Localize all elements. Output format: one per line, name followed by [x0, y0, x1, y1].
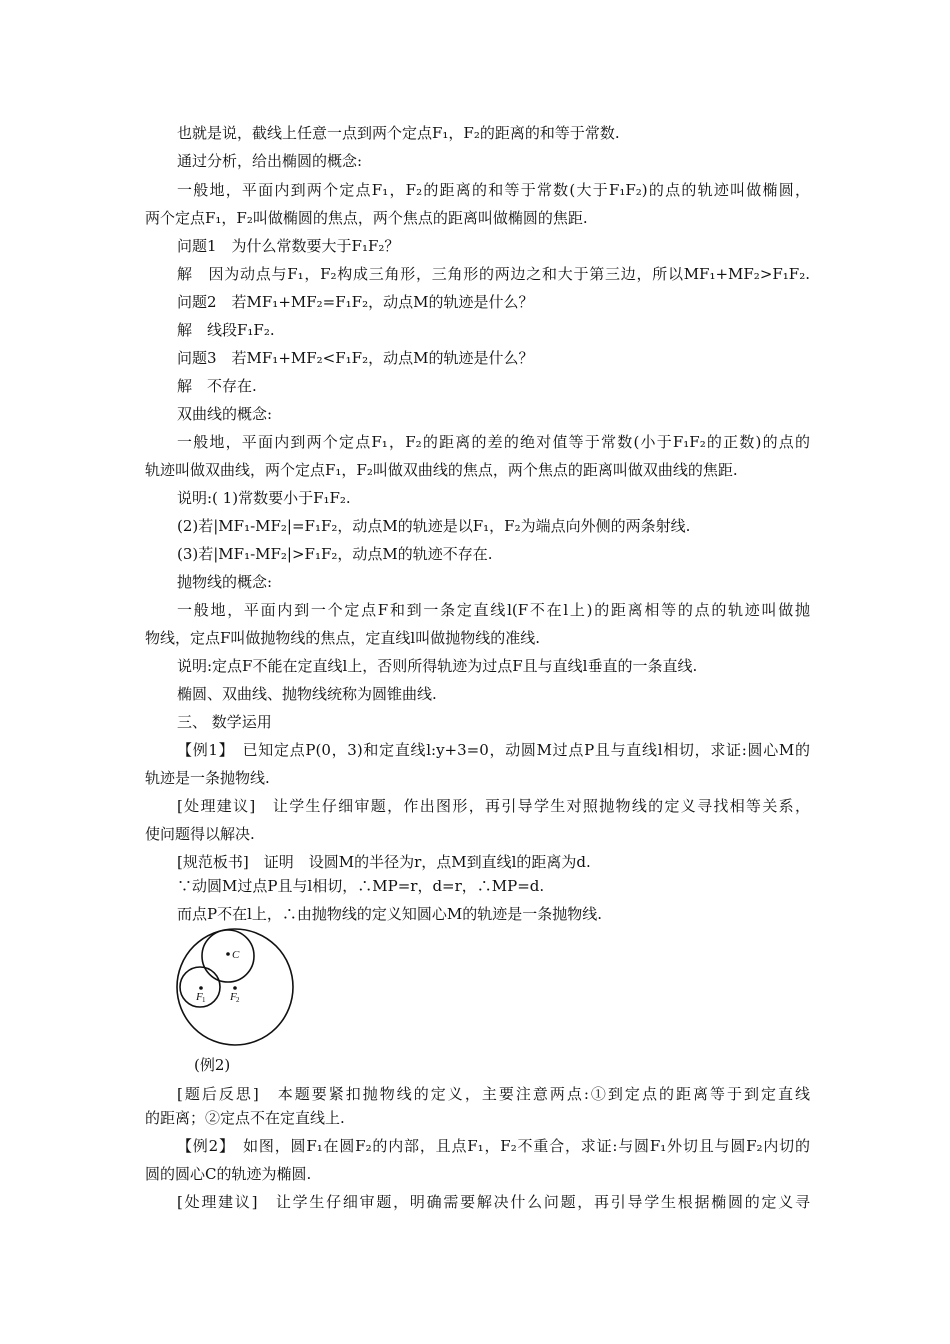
text-line-16: (3)若|MF₁-MF₂|>F₁F₂，动点M的轨迹不存在. — [177, 545, 493, 563]
text-line-14: 说明:( 1)常数要小于F₁F₂. — [177, 489, 351, 507]
text-line-17: 抛物线的概念: — [177, 573, 273, 591]
text-line-33: 圆的圆心C的轨迹为椭圆. — [145, 1165, 312, 1183]
label-c: C — [232, 949, 240, 961]
label-f2: F — [230, 991, 237, 1003]
text-line-15: (2)若|MF₁-MF₂|=F₁F₂，动点M的轨迹是以F₁，F₂为端点向外侧的两条射线. — [177, 517, 691, 535]
text-line-13: 轨迹叫做双曲线，两个定点F₁，F₂叫做双曲线的焦点，两个焦点的距离叫做双曲线的焦距. — [145, 461, 738, 479]
text-line-18: 一般地，平面内到一个定点F和到一条定直线l(F不在l上)的距离相等的点的轨迹叫做抛 — [177, 601, 810, 619]
text-line-28: ∵动圆M过点P且与l相切，∴MP=r，d=r，∴MP=d. — [177, 877, 545, 895]
text-line-1: 也就是说，截线上任意一点到两个定点F₁，F₂的距离的和等于常数. — [177, 124, 620, 142]
point-c — [226, 952, 230, 956]
label-f1-sub: 1 — [202, 996, 206, 1004]
text-line-19: 物线，定点F叫做抛物线的焦点，定直线l叫做抛物线的准线. — [145, 629, 540, 647]
text-line-21: 椭圆、双曲线、抛物线统称为圆锥曲线. — [177, 685, 437, 703]
text-line-7: 问题2 若MF₁+MF₂=F₁F₂，动点M的轨迹是什么？ — [177, 293, 534, 311]
text-line-10: 解 不存在. — [177, 377, 257, 395]
text-line-20: 说明:定点F不能在定直线l上，否则所得轨迹为过点F且与直线l垂直的一条直线. — [177, 657, 698, 675]
text-line-27: [规范板书] 证明 设圆M的半径为r，点M到直线l的距离为d. — [177, 853, 591, 871]
text-line-8: 解 线段F₁F₂. — [177, 321, 275, 339]
text-line-23: 【例1】 已知定点P(0，3)和定直线l:y+3=0，动圆M过点P且与直线l相切，求证:圆心M的 — [177, 741, 810, 759]
text-line-9: 问题3 若MF₁+MF₂<F₁F₂，动点M的轨迹是什么？ — [177, 349, 534, 367]
section-heading: 三、 数学运用 — [177, 713, 272, 731]
label-f2-sub: 2 — [236, 996, 240, 1004]
text-line-34: [处理建议] 让学生仔细审题，明确需要解决什么问题，再引导学生根据椭圆的定义寻 — [177, 1193, 810, 1211]
text-line-3: 一般地，平面内到两个定点F₁，F₂的距离的和等于常数(大于F₁F₂)的点的轨迹叫做椭圆， — [177, 181, 810, 199]
point-f1 — [199, 986, 203, 990]
circles-figure — [174, 926, 296, 1048]
text-line-31: 的距离；②定点不在定直线上. — [145, 1109, 345, 1127]
text-line-2: 通过分析，给出椭圆的概念: — [177, 152, 363, 170]
figure-caption: (例2) — [194, 1056, 231, 1074]
text-line-26: 使问题得以解决. — [145, 825, 255, 843]
text-line-4: 两个定点F₁，F₂叫做椭圆的焦点，两个焦点的距离叫做椭圆的焦距. — [145, 209, 588, 227]
text-line-32: 【例2】 如图，圆F₁在圆F₂的内部，且点F₁，F₂不重合，求证:与圆F₁外切且与圆F₂内切的 — [177, 1137, 810, 1155]
label-f1: F — [196, 991, 203, 1003]
text-line-29: 而点P不在l上，∴由抛物线的定义知圆心M的轨迹是一条抛物线. — [177, 905, 603, 923]
text-line-24: 轨迹是一条抛物线. — [145, 769, 270, 787]
text-line-30: [题后反思] 本题要紧扣抛物线的定义，主要注意两点:①到定点的距离等于到定直线 — [177, 1085, 810, 1103]
text-line-12: 一般地，平面内到两个定点F₁，F₂的距离的差的绝对值等于常数(小于F₁F₂的正数)的点的 — [177, 433, 810, 451]
text-line-11: 双曲线的概念: — [177, 405, 273, 423]
text-line-6: 解 因为动点与F₁，F₂构成三角形，三角形的两边之和大于第三边，所以MF₁+MF₂>F₁F₂. — [177, 265, 810, 283]
text-line-25: [处理建议] 让学生仔细审题，作出图形，再引导学生对照抛物线的定义寻找相等关系， — [177, 797, 810, 815]
text-line-5: 问题1 为什么常数要大于F₁F₂？ — [177, 237, 400, 255]
circle-c — [202, 930, 254, 982]
point-f2 — [233, 986, 237, 990]
